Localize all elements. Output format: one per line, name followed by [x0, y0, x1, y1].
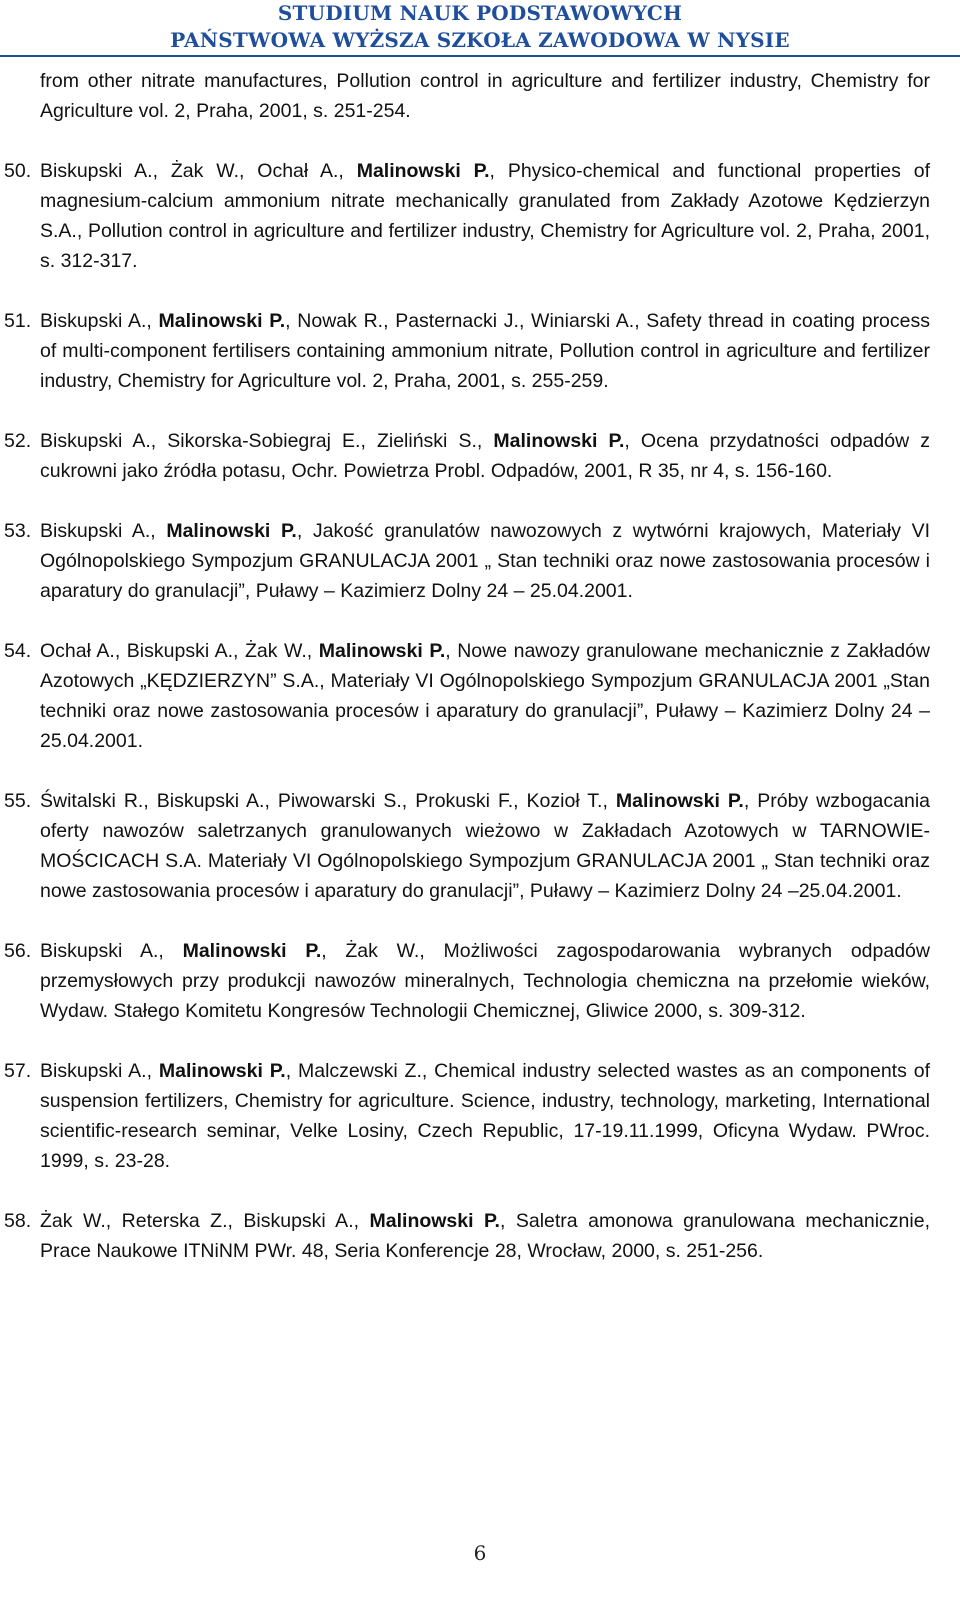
reference-highlight-author: Malinowski P. [493, 430, 625, 452]
header-institution-line1: STUDIUM NAUK PODSTAWOWYCH [277, 1, 683, 25]
reference-number: 55. [4, 790, 32, 812]
reference-highlight-author: Malinowski P. [356, 160, 490, 182]
reference-item-56 [0, 936, 960, 1026]
reference-item-57 [0, 1056, 960, 1176]
reference-number: 57. [4, 1060, 32, 1082]
reference-details: , Saletra amonowa granulowana mechanicznie, Prace Naukowe ITNiNM PWr. 48, Seria Konferencje 28, Wrocław, 2000, s. 251-256. [40, 1210, 930, 1262]
reference-highlight-author: Malinowski P. [158, 310, 286, 332]
reference-authors: Świtalski R., Biskupski A., Piwowarski S., Prokuski F., Kozioł T., [40, 790, 616, 812]
reference-item-50 [0, 156, 960, 276]
reference-highlight-author: Malinowski P. [318, 640, 446, 662]
reference-authors: Biskupski A., [40, 940, 183, 962]
reference-details: , Malczewski Z., Chemical industry selected wastes as an components of suspension fertilizers, Chemistry for agriculture. Science, industry, technology, marketing, International scientific-research seminar, Velke Losiny, Czech Republic, 17-19.11.1999, Oficyna Wydaw. PWroc. 1999, s. 23-28. [40, 1060, 930, 1172]
reference-highlight-author: Malinowski P. [369, 1210, 500, 1232]
reference-highlight-author: Malinowski P. [166, 520, 297, 542]
reference-list [0, 66, 960, 1296]
reference-item-55 [0, 786, 960, 906]
reference-details: , Żak W., Możliwości zagospodarowania wybranych odpadów przemysłowych przy produkcji nawozów mineralnych, Technologia chemiczna na przełomie wieków, Wydaw. Stałego Komitetu Kongresów Technologii Chemicznej, Gliwice 2000, s. 309-312. [40, 940, 930, 1022]
reference-highlight-author: Malinowski P. [615, 790, 744, 812]
reference-authors: Biskupski A., [40, 1060, 159, 1082]
reference-authors: Biskupski A., [40, 520, 167, 542]
reference-item-52 [0, 426, 960, 486]
reference-highlight-author: Malinowski P. [182, 940, 322, 962]
reference-details: , Nowak R., Pasternacki J., Winiarski A., Safety thread in coating process of multi-component fertilisers containing ammonium nitrate, Pollution control in agriculture and fertilizer industry, Chemistry for Agriculture vol. 2, Praha, 2001, s. 255-259. [40, 310, 931, 392]
reference-number: 52. [4, 430, 32, 452]
reference-number: 56. [4, 940, 32, 962]
header-institution-line2: PAŃSTWOWA WYŻSZA SZKOŁA ZAWODOWA W NYSIE [170, 28, 790, 52]
reference-item-51 [0, 306, 960, 396]
reference-details: , Physico-chemical and functional properties of magnesium-calcium ammonium nitrate mechanically granulated from Zakłady Azotowe Kędzierzyn S.A., Pollution control in agriculture and fertilizer industry, Chemistry for Agriculture vol. 2, Praha, 2001, s. 312-317. [40, 160, 930, 272]
reference-item-53 [0, 516, 960, 606]
reference-number: 51. [4, 310, 32, 332]
reference-item-54 [0, 636, 960, 756]
page-header [0, 0, 960, 56]
reference-details: , Nowe nawozy granulowane mechanicznie z Zakładów Azotowych „KĘDZIERZYN” S.A., Materiały VI Ogólnopolskiego Sympozjum GRANULACJA 2001 „Stan techniki oraz nowe zastosowania procesów i aparatury do granulacji”, Puławy – Kazimierz Dolny 24 –25.04.2001. [40, 640, 930, 752]
page-number: 6 [473, 1541, 487, 1565]
reference-number: 58. [4, 1210, 32, 1232]
reference-number: 50. [4, 160, 32, 182]
reference-authors: Biskupski A., Sikorska-Sobiegraj E., Zieliński S., [40, 430, 494, 452]
reference-number: 54. [4, 640, 32, 662]
reference-continuation: from other nitrate manufactures, Pollution control in agriculture and fertilizer industry, Chemistry for Agriculture vol. 2, Praha, 2001, s. 251-254. [40, 70, 930, 122]
reference-details: , Ocena przydatności odpadów z cukrowni jako źródła potasu, Ochr. Powietrza Probl. Odpadów, 2001, R 35, nr 4, s. 156-160. [40, 430, 930, 482]
reference-authors: Biskupski A., Żak W., Ochał A., [40, 160, 357, 182]
reference-number: 53. [4, 520, 32, 542]
reference-highlight-author: Malinowski P. [158, 1060, 286, 1082]
reference-authors: Biskupski A., [40, 310, 159, 332]
reference-authors: Ochał A., Biskupski A., Żak W., [40, 640, 319, 662]
reference-details: , Próby wzbogacania oferty nawozów saletrzanych granulowanych wieżowo w Zakładach Azotowych w TARNOWIE-MOŚCICACH S.A. Materiały VI Ogólnopolskiego Sympozjum GRANULACJA 2001 „ Stan techniki oraz nowe zastosowania procesów i aparatury do granulacji”, Puławy – Kazimierz Dolny 24 –25.04.2001. [40, 790, 930, 902]
reference-details: , Jakość granulatów nawozowych z wytwórni krajowych, Materiały VI Ogólnopolskiego Sympozjum GRANULACJA 2001 „ Stan techniki oraz nowe zastosowania procesów i aparatury do granulacji”, Puławy – Kazimierz Dolny 24 – 25.04.2001. [40, 520, 930, 602]
reference-authors: Żak W., Reterska Z., Biskupski A., [40, 1210, 370, 1232]
header-rule [0, 55, 960, 57]
reference-item-58 [0, 1206, 960, 1266]
